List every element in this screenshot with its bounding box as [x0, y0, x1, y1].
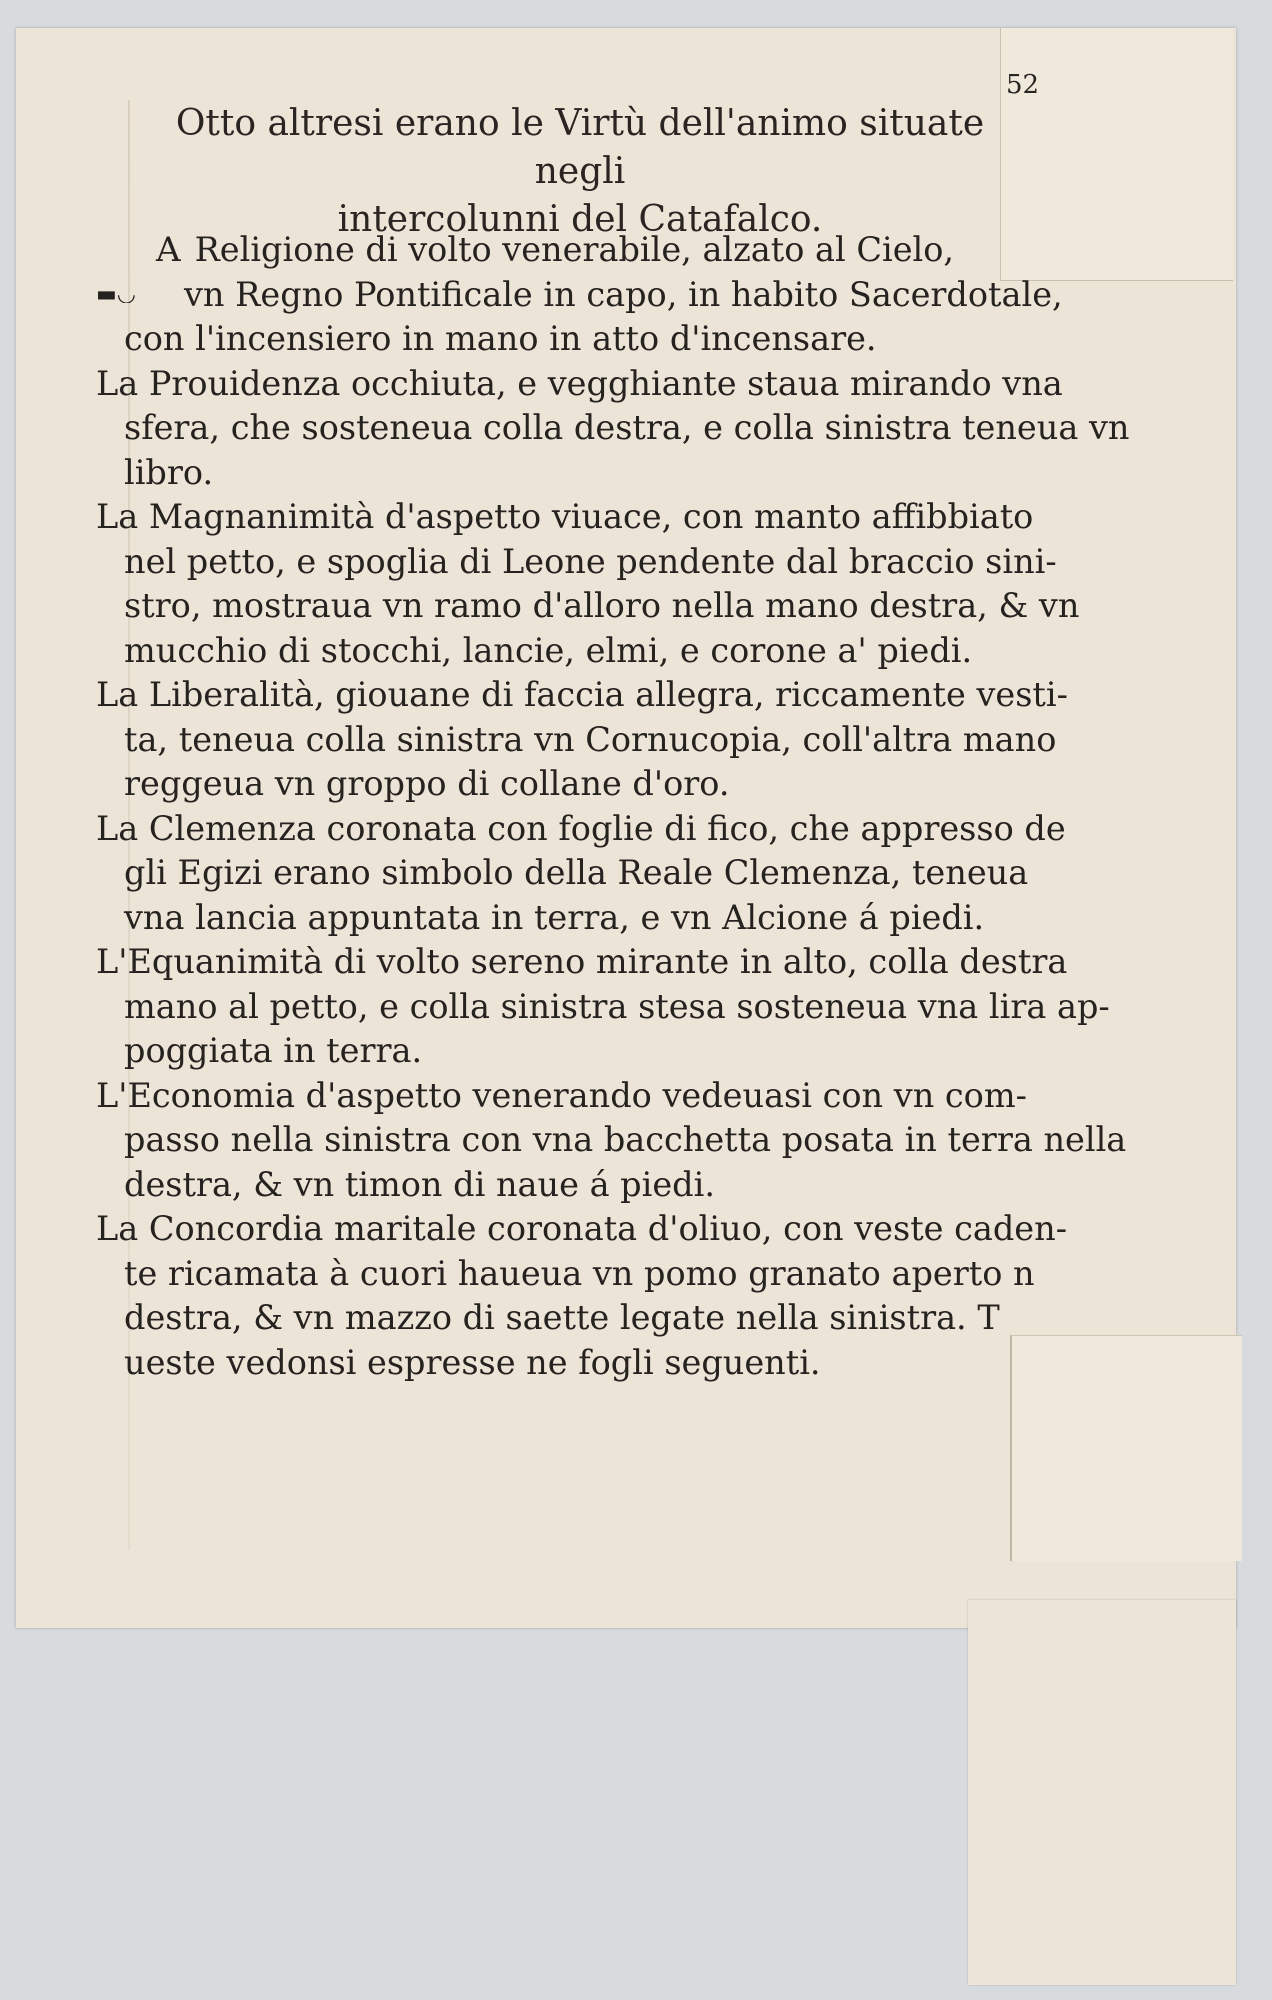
text-line: La Liberalità, giouane di faccia allegra, riccamente vesti-: [96, 675, 1068, 714]
text-line: ta, teneua colla sinistra vn Cornucopia, coll'altra mano: [124, 719, 1057, 759]
dropcap-letter: A: [156, 230, 181, 270]
text-line: con l'incensiero in mano in atto d'incensare.: [124, 319, 877, 358]
paragraph-equanimita: [96, 940, 1110, 1074]
text-line: mucchio di stocchi, lancie, elmi, e corone a' piedi.: [124, 630, 973, 670]
text-line: La Clemenza coronata con foglie di fico, che appresso de: [96, 808, 1066, 848]
dropcap-ornament: ▬◡: [96, 287, 136, 303]
body-text: [96, 228, 1130, 1385]
text-line: reggeua vn groppo di collane d'oro.: [124, 764, 730, 803]
text-line: L'Equanimità di volto sereno mirante in alto, colla destra: [96, 942, 1068, 981]
text-line: sfera, che sosteneua colla destra, e colla sinistra teneua vn: [124, 408, 1130, 447]
paper-strip-bottom: [968, 1600, 1236, 1985]
paragraph-economia: [96, 1074, 1127, 1208]
text-line: te ricamata à cuori haueua vn pomo granato aperto n: [124, 1253, 1035, 1293]
text-line: libro.: [124, 452, 214, 492]
text-line: La Concordia maritale coronata d'oliuo, con veste caden-: [96, 1209, 1068, 1248]
text-line: vn Regno Pontificale in capo, in habito Sacerdotale,: [184, 274, 1063, 314]
text-line: destra, & vn timon di naue á piedi.: [124, 1164, 715, 1204]
paragraph-concordia: [96, 1207, 1091, 1385]
text-line: destra, & vn mazzo di saette legate nella sinistra. T: [124, 1298, 1000, 1337]
page-heading: [150, 100, 1010, 244]
text-line: A Religione di volto venerabile, alzato al Cielo,: [96, 228, 1091, 273]
text-line: vna lancia appuntata in terra, e vn Alcione á piedi.: [124, 897, 985, 937]
paragraph-clemenza: [96, 807, 1091, 941]
text-line: ueste vedonsi espresse ne fogli seguenti.: [124, 1342, 821, 1382]
text-line: passo nella sinistra con vna bacchetta posata in terra nella: [124, 1120, 1127, 1159]
text-line: gli Egizi erano simbolo della Reale Clemenza, teneua: [124, 853, 1029, 892]
heading-line-1: Otto altresi erano le Virtù dell'animo situate negli: [175, 103, 985, 192]
text-line: poggiata in terra.: [124, 1031, 423, 1070]
paragraph-religione: [96, 228, 1091, 362]
paragraph-magnanimita: [96, 495, 1091, 673]
text-line: mano al petto, e colla sinistra stesa sosteneua vna lira ap-: [124, 986, 1110, 1026]
text-line: L'Economia d'aspetto venerando vedeuasi con vn com-: [96, 1075, 1027, 1115]
text-line: stro, mostraua vn ramo d'alloro nella mano destra, & vn: [124, 586, 1080, 625]
page-number: 52: [1006, 70, 1040, 100]
paragraph-liberalita: [96, 673, 1091, 807]
paragraph-prouidenza: [96, 362, 1130, 496]
text-line: La Prouidenza occhiuta, e vegghiante staua mirando vna: [96, 363, 1063, 403]
text-line: La Magnanimità d'aspetto viuace, con manto affibbiato: [96, 497, 1034, 536]
text-line: nel petto, e spoglia di Leone pendente dal braccio sini-: [124, 541, 1057, 581]
heading-line-2: intercolunni del Catafalco.: [337, 199, 823, 240]
